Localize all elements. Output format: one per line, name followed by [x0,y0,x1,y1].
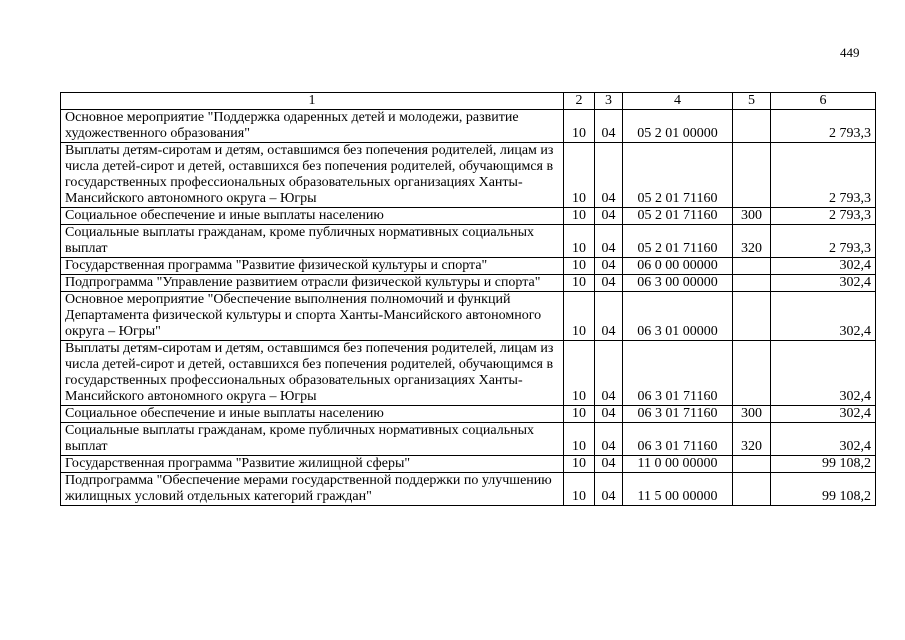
row-amount: 2 793,3 [771,225,876,258]
page-number: 449 [840,45,860,60]
column-header-3: 3 [595,93,623,110]
row-name: Подпрограмма "Обеспечение мерами государственной поддержки по улучшению жилищных условий отдельных категорий граждан" [61,473,564,506]
column-header-5: 5 [733,93,771,110]
table-row [61,275,876,292]
row-name: Основное мероприятие "Обеспечение выполнения полномочий и функций Департамента физической культуры и спорта Ханты-Мансийского автономного округа – Югры" [61,292,564,341]
column-header-6: 6 [771,93,876,110]
row-name: Выплаты детям-сиротам и детям, оставшимся без попечения родителей, лицам из числа детей-сирот и детей, оставшихся без попечения родителей, обучающимся в государственных профессиональных образовательных организациях Ханты-Мансийского автономного округа – Югры [61,341,564,406]
row-target-code: 06 0 00 00000 [623,258,733,275]
row-amount: 2 793,3 [771,110,876,143]
row-target-code: 11 5 00 00000 [623,473,733,506]
table-row [61,292,876,341]
column-header-1: 1 [61,93,564,110]
row-expense-type: 320 [733,225,771,258]
table-row [61,143,876,208]
table-row [61,225,876,258]
row-amount: 302,4 [771,406,876,423]
row-subsection: 04 [595,208,623,225]
row-expense-type [733,473,771,506]
row-section: 10 [564,258,595,275]
row-section: 10 [564,110,595,143]
row-amount: 302,4 [771,275,876,292]
row-name: Государственная программа "Развитие жилищной сферы" [61,456,564,473]
row-subsection: 04 [595,258,623,275]
row-section: 10 [564,423,595,456]
row-amount: 302,4 [771,423,876,456]
row-subsection: 04 [595,406,623,423]
table-row [61,258,876,275]
column-header-2: 2 [564,93,595,110]
row-section: 10 [564,208,595,225]
row-target-code: 05 2 01 71160 [623,143,733,208]
row-section: 10 [564,143,595,208]
table-row [61,110,876,143]
row-expense-type: 300 [733,406,771,423]
row-target-code: 06 3 01 71160 [623,423,733,456]
row-expense-type [733,341,771,406]
row-expense-type [733,143,771,208]
row-subsection: 04 [595,110,623,143]
row-amount: 302,4 [771,341,876,406]
row-amount: 2 793,3 [771,208,876,225]
row-name: Социальное обеспечение и иные выплаты населению [61,406,564,423]
row-expense-type [733,456,771,473]
row-target-code: 06 3 01 71160 [623,406,733,423]
row-section: 10 [564,473,595,506]
table-row [61,341,876,406]
table-row [61,423,876,456]
row-name: Социальные выплаты гражданам, кроме публичных нормативных социальных выплат [61,423,564,456]
row-expense-type: 320 [733,423,771,456]
row-amount: 99 108,2 [771,456,876,473]
row-expense-type [733,275,771,292]
row-subsection: 04 [595,423,623,456]
row-expense-type: 300 [733,208,771,225]
row-target-code: 11 0 00 00000 [623,456,733,473]
row-name: Социальное обеспечение и иные выплаты населению [61,208,564,225]
row-name: Основное мероприятие "Поддержка одаренных детей и молодежи, развитие художественного образования" [61,110,564,143]
row-target-code: 06 3 01 71160 [623,341,733,406]
row-expense-type [733,292,771,341]
table-header-row [61,93,876,110]
row-target-code: 06 3 01 00000 [623,292,733,341]
column-header-4: 4 [623,93,733,110]
row-target-code: 05 2 01 71160 [623,208,733,225]
row-section: 10 [564,275,595,292]
row-target-code: 06 3 00 00000 [623,275,733,292]
budget-table [60,92,876,506]
row-expense-type [733,110,771,143]
row-section: 10 [564,292,595,341]
row-subsection: 04 [595,456,623,473]
table-row [61,456,876,473]
row-subsection: 04 [595,225,623,258]
table-row [61,208,876,225]
row-section: 10 [564,341,595,406]
row-name: Социальные выплаты гражданам, кроме публичных нормативных социальных выплат [61,225,564,258]
row-target-code: 05 2 01 00000 [623,110,733,143]
row-section: 10 [564,225,595,258]
table-row [61,406,876,423]
row-expense-type [733,258,771,275]
row-subsection: 04 [595,292,623,341]
row-name: Выплаты детям-сиротам и детям, оставшимся без попечения родителей, лицам из числа детей-сирот и детей, оставшихся без попечения родителей, обучающимся в государственных профессиональных образовательных организациях Ханты-Мансийского автономного округа – Югры [61,143,564,208]
row-amount: 302,4 [771,258,876,275]
row-subsection: 04 [595,275,623,292]
row-amount: 2 793,3 [771,143,876,208]
row-amount: 99 108,2 [771,473,876,506]
row-subsection: 04 [595,473,623,506]
row-subsection: 04 [595,341,623,406]
row-section: 10 [564,456,595,473]
table-row [61,473,876,506]
row-name: Подпрограмма "Управление развитием отрасли физической культуры и спорта" [61,275,564,292]
row-section: 10 [564,406,595,423]
row-target-code: 05 2 01 71160 [623,225,733,258]
row-subsection: 04 [595,143,623,208]
row-amount: 302,4 [771,292,876,341]
row-name: Государственная программа "Развитие физической культуры и спорта" [61,258,564,275]
